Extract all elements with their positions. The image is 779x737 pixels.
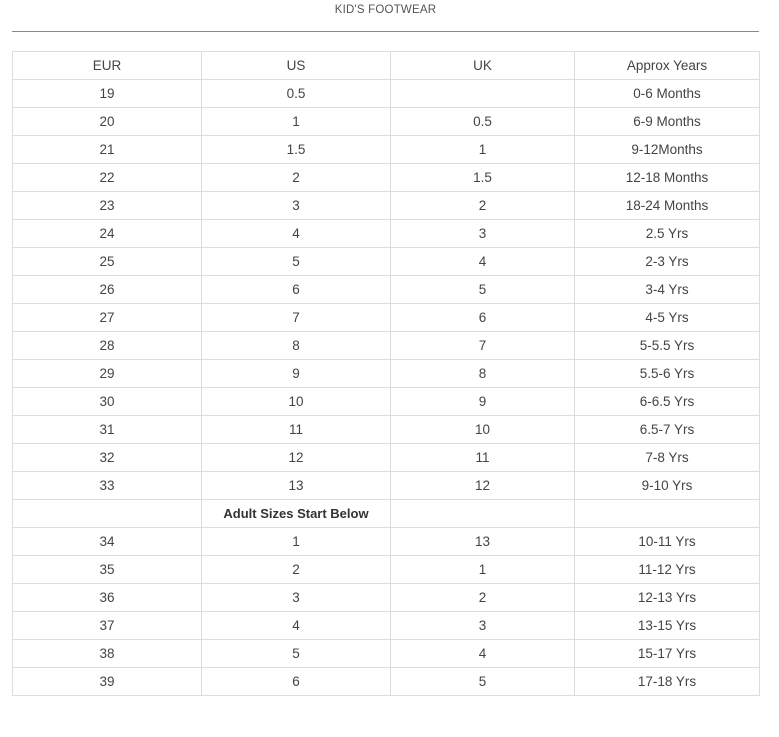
us-cell: 8 — [202, 332, 391, 360]
eur-cell: 38 — [13, 640, 202, 668]
approx-years-cell: 11-12 Yrs — [575, 556, 760, 584]
us-cell: 7 — [202, 304, 391, 332]
table-row — [13, 276, 760, 304]
uk-cell: 9 — [391, 388, 575, 416]
us-cell: 2 — [202, 556, 391, 584]
page-title: KID'S FOOTWEAR — [334, 4, 437, 16]
approx-years-cell: 5-5.5 Yrs — [575, 332, 760, 360]
uk-cell: 5 — [391, 668, 575, 696]
table-header-row — [13, 52, 760, 80]
table-row — [13, 108, 760, 136]
approx-years-cell: 6-6.5 Yrs — [575, 388, 760, 416]
uk-cell: 5 — [391, 276, 575, 304]
table-row — [13, 640, 760, 668]
uk-cell: 3 — [391, 220, 575, 248]
eur-cell: 35 — [13, 556, 202, 584]
approx-years-cell — [575, 500, 760, 528]
table-row — [13, 388, 760, 416]
adult-sizes-note: Adult Sizes Start Below — [202, 500, 391, 528]
approx-years-cell: 9-10 Yrs — [575, 472, 760, 500]
us-cell: 0.5 — [202, 80, 391, 108]
eur-cell: 33 — [13, 472, 202, 500]
uk-cell: 6 — [391, 304, 575, 332]
uk-cell: 10 — [391, 416, 575, 444]
approx-years-cell: 12-18 Months — [575, 164, 760, 192]
eur-cell: 22 — [13, 164, 202, 192]
eur-cell: 20 — [13, 108, 202, 136]
uk-cell: 8 — [391, 360, 575, 388]
us-cell: 2 — [202, 164, 391, 192]
column-header-approx-years: Approx Years — [575, 52, 760, 80]
eur-cell: 27 — [13, 304, 202, 332]
eur-cell: 36 — [13, 584, 202, 612]
eur-cell: 37 — [13, 612, 202, 640]
table-row — [13, 136, 760, 164]
table-row — [13, 360, 760, 388]
eur-cell: 21 — [13, 136, 202, 164]
approx-years-cell: 2-3 Yrs — [575, 248, 760, 276]
table-row — [13, 192, 760, 220]
approx-years-cell: 7-8 Yrs — [575, 444, 760, 472]
uk-cell: 13 — [391, 528, 575, 556]
us-cell: 12 — [202, 444, 391, 472]
uk-cell: 1.5 — [391, 164, 575, 192]
table-row — [13, 612, 760, 640]
column-header-eur: EUR — [13, 52, 202, 80]
approx-years-cell: 2.5 Yrs — [575, 220, 760, 248]
uk-cell: 1 — [391, 556, 575, 584]
table-row — [13, 472, 760, 500]
table-row — [13, 584, 760, 612]
us-cell: 13 — [202, 472, 391, 500]
uk-cell — [391, 80, 575, 108]
uk-cell: 3 — [391, 612, 575, 640]
approx-years-cell: 6-9 Months — [575, 108, 760, 136]
eur-cell: 39 — [13, 668, 202, 696]
us-cell: 1 — [202, 528, 391, 556]
table-row — [13, 304, 760, 332]
us-cell: 11 — [202, 416, 391, 444]
eur-cell: 30 — [13, 388, 202, 416]
us-cell: 1.5 — [202, 136, 391, 164]
eur-cell: 34 — [13, 528, 202, 556]
column-header-us: US — [202, 52, 391, 80]
us-cell: 1 — [202, 108, 391, 136]
us-cell: 3 — [202, 584, 391, 612]
table-row — [13, 556, 760, 584]
eur-cell — [13, 500, 202, 528]
uk-cell: 7 — [391, 332, 575, 360]
approx-years-cell: 0-6 Months — [575, 80, 760, 108]
eur-cell: 19 — [13, 80, 202, 108]
uk-cell: 2 — [391, 192, 575, 220]
us-cell: 10 — [202, 388, 391, 416]
approx-years-cell: 3-4 Yrs — [575, 276, 760, 304]
approx-years-cell: 4-5 Yrs — [575, 304, 760, 332]
eur-cell: 29 — [13, 360, 202, 388]
table-row — [13, 444, 760, 472]
us-cell: 6 — [202, 668, 391, 696]
title-divider — [12, 31, 759, 32]
approx-years-cell: 6.5-7 Yrs — [575, 416, 760, 444]
approx-years-cell: 12-13 Yrs — [575, 584, 760, 612]
us-cell: 4 — [202, 612, 391, 640]
us-cell: 4 — [202, 220, 391, 248]
table-row — [13, 220, 760, 248]
column-header-uk: UK — [391, 52, 575, 80]
eur-cell: 25 — [13, 248, 202, 276]
us-cell: 9 — [202, 360, 391, 388]
us-cell: 5 — [202, 640, 391, 668]
table-row — [13, 332, 760, 360]
uk-cell: 1 — [391, 136, 575, 164]
us-cell: 3 — [202, 192, 391, 220]
uk-cell: 4 — [391, 248, 575, 276]
uk-cell: 11 — [391, 444, 575, 472]
approx-years-cell: 10-11 Yrs — [575, 528, 760, 556]
eur-cell: 28 — [13, 332, 202, 360]
uk-cell: 12 — [391, 472, 575, 500]
adult-sizes-divider-row — [13, 500, 760, 528]
kids-size-chart-table — [12, 51, 760, 696]
us-cell: 5 — [202, 248, 391, 276]
approx-years-cell: 9-12Months — [575, 136, 760, 164]
uk-cell — [391, 500, 575, 528]
uk-cell: 4 — [391, 640, 575, 668]
eur-cell: 32 — [13, 444, 202, 472]
approx-years-cell: 13-15 Yrs — [575, 612, 760, 640]
table-row — [13, 416, 760, 444]
table-row — [13, 164, 760, 192]
table-row — [13, 80, 760, 108]
approx-years-cell: 17-18 Yrs — [575, 668, 760, 696]
eur-cell: 31 — [13, 416, 202, 444]
eur-cell: 23 — [13, 192, 202, 220]
approx-years-cell: 5.5-6 Yrs — [575, 360, 760, 388]
approx-years-cell: 18-24 Months — [575, 192, 760, 220]
eur-cell: 24 — [13, 220, 202, 248]
us-cell: 6 — [202, 276, 391, 304]
approx-years-cell: 15-17 Yrs — [575, 640, 760, 668]
uk-cell: 2 — [391, 584, 575, 612]
table-row — [13, 528, 760, 556]
eur-cell: 26 — [13, 276, 202, 304]
table-row — [13, 248, 760, 276]
uk-cell: 0.5 — [391, 108, 575, 136]
table-row — [13, 668, 760, 696]
